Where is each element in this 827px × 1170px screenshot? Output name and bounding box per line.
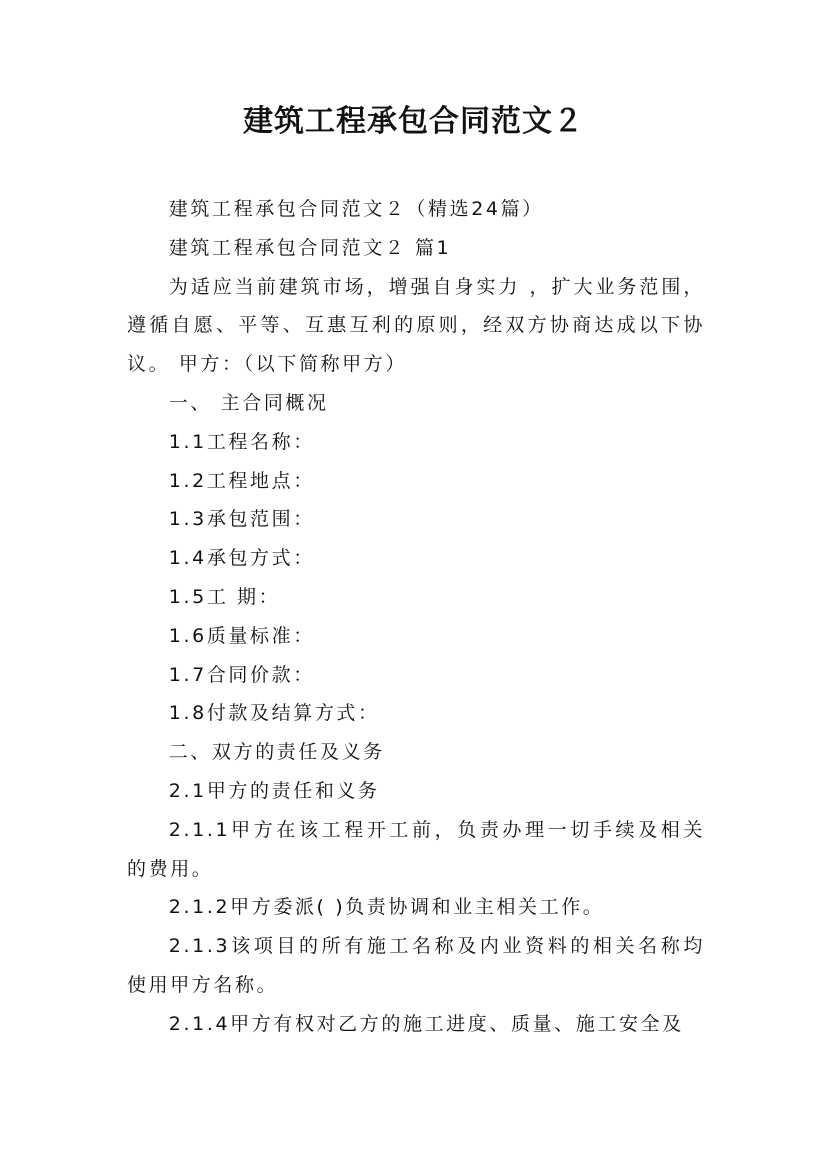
paragraph: 1.7合同价款： xyxy=(168,663,315,686)
paragraph: 2.1甲方的责任和义务 xyxy=(168,779,380,802)
paragraph: 1.3承包范围： xyxy=(168,508,315,531)
paragraph: 建筑工程承包合同范文２ 篇1 xyxy=(168,236,452,259)
paragraph: 二、双方的责任及义务 xyxy=(168,741,385,764)
paragraph: 1.5工 期： xyxy=(168,585,281,608)
paragraph: 2.1.1甲方在该工程开工前，负责办理一切手续及相关的费用。 xyxy=(127,818,705,880)
paragraph: 2.1.4甲方有权对乙方的施工进度、质量、施工安全及 xyxy=(168,1012,684,1035)
paragraph: 2.1.2甲方委派( )负责协调和业主相关工作。 xyxy=(168,896,605,919)
paragraph: 1.4承包方式： xyxy=(168,547,315,570)
paragraph: 为适应当前建筑市场，增强自身实力 ，扩大业务范围，遵循自愿、平等、互惠互利的原则，经双方协商达成以下协议。 甲方：（以下简称甲方） xyxy=(127,275,705,376)
document-body xyxy=(127,190,705,1044)
paragraph: 一、 主合同概况 xyxy=(168,391,329,414)
document-title: 建筑工程承包合同范文２ xyxy=(243,104,584,139)
paragraph: 1.8付款及结算方式： xyxy=(168,702,380,725)
paragraph: 1.2工程地点： xyxy=(168,469,315,492)
paragraph: 1.6质量标准： xyxy=(168,624,315,647)
paragraph: 2.1.3该项目的所有施工名称及内业资料的相关名称均使用甲方名称。 xyxy=(127,935,705,996)
paragraph: 1.1工程名称： xyxy=(168,430,315,453)
paragraph: 建筑工程承包合同范文２（精选24篇） xyxy=(168,198,544,220)
